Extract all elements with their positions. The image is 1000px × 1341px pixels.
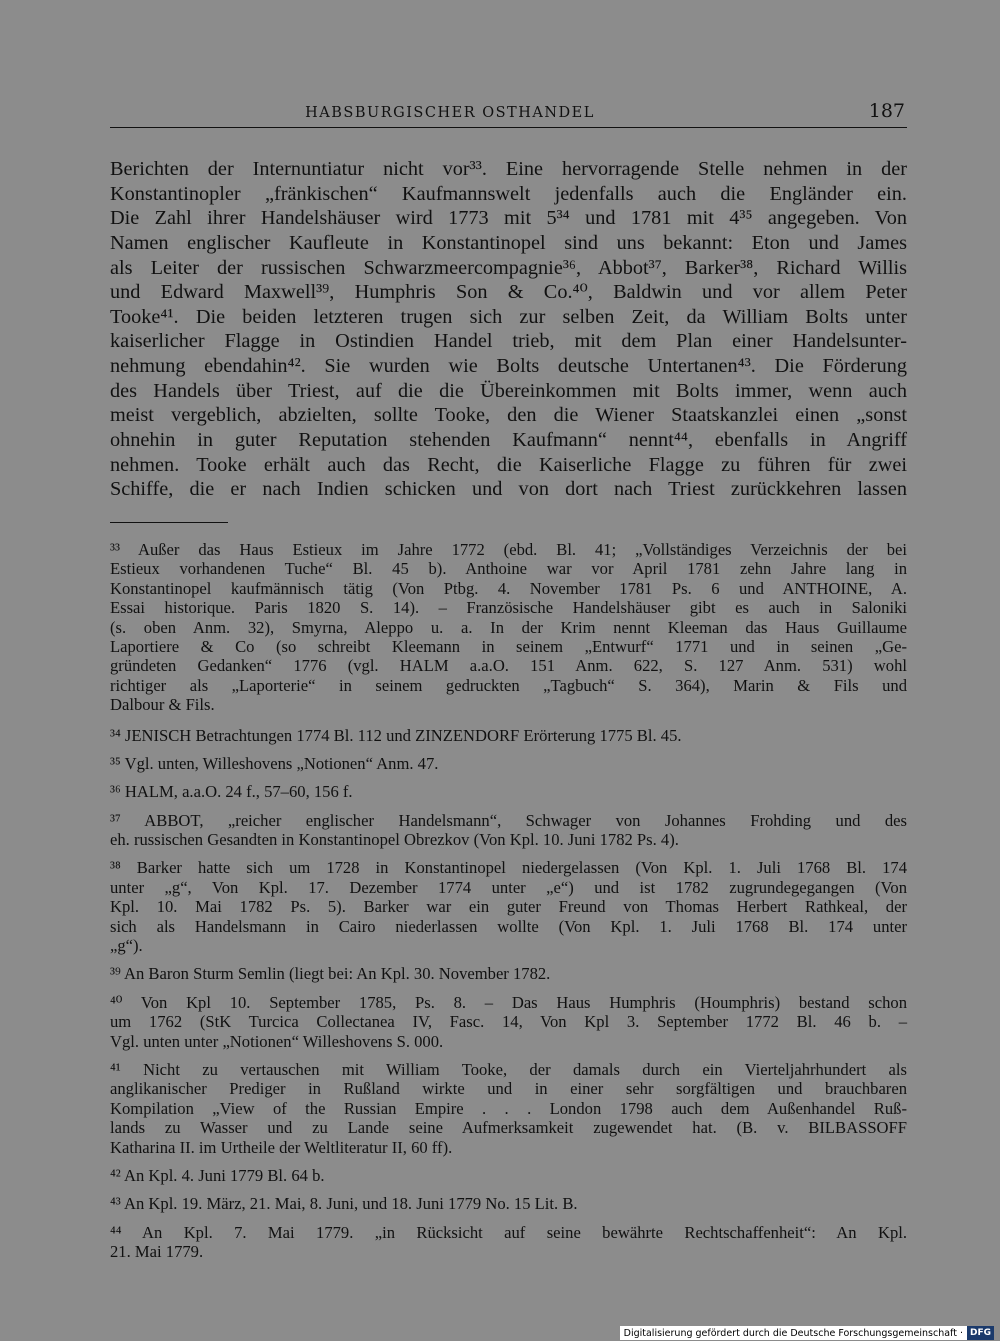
footnote xyxy=(110,993,907,1051)
body-line: ohnehin in guter Reputation stehenden Kaufmann“ nennt⁴⁴, ebenfalls in Angriff xyxy=(110,429,907,452)
footnote-line: Dalbour & Fils. xyxy=(110,695,215,715)
body-line: Konstantinopler „fränkischen“ Kaufmannswelt jedenfalls auch die Engländer ein. xyxy=(110,182,907,205)
body-line: Namen englischer Kaufleute in Konstantinopel sind uns bekannt: Eton und James xyxy=(110,231,907,254)
footnote-line: ⁴⁰ Von Kpl 10. September 1785, Ps. 8. – Das Haus Humphris (Houmphris) bestand schon xyxy=(110,992,907,1012)
footnote xyxy=(110,858,907,955)
footnote-line: sich als Handelsmann in Cairo niederlassen wollte (Von Kpl. 1. Juli 1768 Bl. 174 unter xyxy=(110,916,907,936)
footnote-line: ³⁷ ABBOT, „reicher englischer Handelsmann“, Schwager von Johannes Frohding und des xyxy=(110,810,907,830)
footnote-line: Laportiere & Co (so schreibt Kleemann in seinem „Entwurf“ 1771 und in seinen „Ge- xyxy=(110,636,907,656)
body-line: Tooke⁴¹. Die beiden letzteren trugen sich zur selben Zeit, da William Bolts unter xyxy=(110,305,907,328)
body-line: Die Zahl ihrer Handelshäuser wird 1773 mit 5³⁴ und 1781 mit 4³⁵ angegeben. Von xyxy=(110,207,907,230)
body-line: meist vergeblich, abzielten, sollte Tooke, den die Wiener Staatskanzlei einen „sonst xyxy=(110,404,907,427)
running-title: HABSBURGISCHER OSTHANDEL xyxy=(305,105,595,121)
footnote-line: ³⁵ Vgl. unten, Willeshovens „Notionen“ Anm. 47. xyxy=(110,753,439,773)
footnote-separator xyxy=(110,522,228,523)
body-line: und Edward Maxwell³⁹, Humphris Son & Co.⁴⁰, Baldwin und vor allem Peter xyxy=(110,281,907,304)
footnote xyxy=(110,754,907,773)
footnote-line: ⁴⁴ An Kpl. 7. Mai 1779. „in Rücksicht auf seine bewährte Rechtschaffenheit“: An Kpl. xyxy=(110,1222,907,1242)
footnote xyxy=(110,540,907,715)
body-line: nehmung ebendahin⁴². Sie wurden wie Bolts deutsche Untertanen⁴³. Die Förderung xyxy=(110,355,907,378)
footnote-line: Kpl. 10. Mai 1782 Ps. 5). Barker war ein guter Freund von Thomas Herbert Rathkeal, der xyxy=(110,897,907,917)
body-line: kaiserlicher Flagge in Ostindien Handel trieb, mit dem Plan einer Handelsunter- xyxy=(110,330,907,353)
header-rule xyxy=(110,127,907,128)
footnote-line: ³⁴ JENISCH Betrachtungen 1774 Bl. 112 und ZINZENDORF Erörterung 1775 Bl. 45. xyxy=(110,725,682,745)
footnote-line: Essai historique. Paris 1820 S. 14). – Französische Handelshäuser gibt es auch in Saloniki xyxy=(110,598,907,618)
footnote-line: unter „g“, Von Kpl. 17. Dezember 1774 unter „e“) und ist 1782 zugrundegegangen (Von xyxy=(110,877,907,897)
footnote-line: lands zu Wasser und zu Lande seine Aufmerksamkeit zugewendet hat. (B. v. BILBASSOFF xyxy=(110,1118,907,1138)
footnote xyxy=(110,1166,907,1185)
footnote-line: ⁴² An Kpl. 4. Juni 1779 Bl. 64 b. xyxy=(110,1165,325,1185)
body-line: als Leiter der russischen Schwarzmeercompagnie³⁶, Abbot³⁷, Barker³⁸, Richard Willis xyxy=(110,256,907,279)
footnote-line: „g“). xyxy=(110,936,143,956)
footnote-line: 21. Mai 1779. xyxy=(110,1242,204,1262)
footnote-line: eh. russischen Gesandten in Konstantinopel Obrezkov (Von Kpl. 10. Juni 1782 Ps. 4). xyxy=(110,830,679,850)
credit-text: Digitalisierung gefördert durch die Deutsche Forschungsgemeinschaft · xyxy=(623,1327,963,1339)
footnote xyxy=(110,1194,907,1213)
footnote-line: ³⁸ Barker hatte sich um 1728 in Konstantinopel niedergelassen (Von Kpl. 1. Juli 1768 Bl. 174 xyxy=(110,858,907,878)
body-line: Schiffe, die er nach Indien schicken und von dort nach Triest zurückkehren lassen xyxy=(110,478,907,501)
page-number: 187 xyxy=(868,100,905,122)
footnote-line: anglikanischer Prediger in Rußland wirkte und in einer sehr sorgfältigen und brauchbaren xyxy=(110,1079,907,1099)
footnote xyxy=(110,964,907,983)
footnotes xyxy=(110,540,907,1262)
footnote-line: Kompilation „View of the Russian Empire . . . London 1798 auch dem Außenhandel Ruß- xyxy=(110,1098,907,1118)
footnote xyxy=(110,726,907,745)
footnote-line: Vgl. unten unter „Notionen“ Willeshovens S. 000. xyxy=(110,1031,444,1051)
footnote-line: ⁴³ An Kpl. 19. März, 21. Mai, 8. Juni, und 18. Juni 1779 No. 15 Lit. B. xyxy=(110,1194,578,1214)
main-text xyxy=(110,157,907,502)
footnote xyxy=(110,1060,907,1157)
footnote-line: richtiger als „Laporterie“ in seinem gedruckten „Tagbuch“ S. 364), Marin & Fils und xyxy=(110,675,907,695)
footnote-line: Katharina II. im Urtheile der Weltliteratur II, 60 ff). xyxy=(110,1137,453,1157)
body-line: nehmen. Tooke erhält auch das Recht, die Kaiserliche Flagge zu führen für zwei xyxy=(110,453,907,476)
body-line: des Handels über Triest, auf die die Übereinkommen mit Bolts immer, wenn auch xyxy=(110,379,907,402)
footnote-line: ³⁹ An Baron Sturm Semlin (liegt bei: An Kpl. 30. November 1782. xyxy=(110,964,551,984)
footnote xyxy=(110,811,907,850)
footnote-line: um 1762 (StK Turcica Collectanea IV, Fasc. 14, Von Kpl 3. September 1772 Bl. 46 b. – xyxy=(110,1012,907,1032)
footnote-line: gründeten Gedanken“ 1776 (vgl. HALM a.a.O. 151 Anm. 622, S. 127 Anm. 531) wohl xyxy=(110,656,907,676)
footnote-line: (s. oben Anm. 32), Smyrna, Aleppo u. a. In der Krim nennt Kleeman das Haus Guillaume xyxy=(110,617,907,637)
footnote-line: Konstantinopel kaufmännisch tätig (Von Ptbg. 4. November 1781 Ps. 6 und ANTHOINE, A. xyxy=(110,578,907,598)
footnote xyxy=(110,782,907,801)
footnote-line: ³³ Außer das Haus Estieux im Jahre 1772 (ebd. Bl. 41; „Vollständiges Verzeichnis der bei xyxy=(110,540,907,559)
footnote xyxy=(110,1223,907,1262)
digitization-credit xyxy=(620,1326,994,1340)
footnote-line: ³⁶ HALM, a.a.O. 24 f., 57–60, 156 f. xyxy=(110,782,353,802)
footnote-line: Estieux vorhandenen Tuche“ Bl. 45 b). Anthoine war vor April 1781 zehn Jahre lang in xyxy=(110,559,907,579)
footnote-line: ⁴¹ Nicht zu vertauschen mit William Tooke, der damals durch ein Vierteljahrhundert als xyxy=(110,1059,907,1079)
body-line: Berichten der Internuntiatur nicht vor³³. Eine hervorragende Stelle nehmen in der xyxy=(110,158,907,180)
dfg-logo: DFG xyxy=(967,1326,994,1340)
running-header xyxy=(110,100,905,126)
